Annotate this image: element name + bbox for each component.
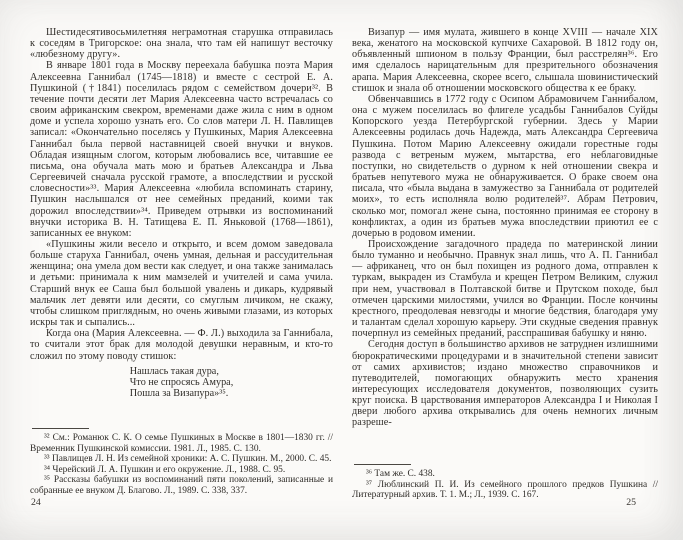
verse-lines	[130, 366, 234, 400]
footnote-separator	[354, 464, 411, 465]
page-right-paragraphs	[352, 27, 658, 429]
verse-line: Пошла за Визапура»³⁵.	[129, 388, 229, 400]
paragraph: В январе 1801 года в Москву переехала бабушка поэта Мария Алексеевна Ганнибал (1745—1818) и вместе с сестрой Е. А. Пушкиной (†1841) поселилась рядом с семейством дочери³². В течение почти десяти лет Мария Алексеевна часто встречалась со своим африканским свекром, временами даже жила с ним в одном доме и успела хорошо узнать его. Со слов матери Л. Н. Павлищев записал: «Окончательно поселясь у Пушкиных, Мария Алексеевна Ганнибал была первой наставницей своей внучки и внуков. Обладая изящным слогом, которым любовались все, читавшие ее письма, она обучала мать мою и братьев Александра и Льва Сергеевичей сначала русской грамоте, а впоследствии и русской словесности»³³. Мария Алексеевна «любила вспоминать старину, Пушкин наслышался от нее семейных преданий, коими так дорожил впоследствии»³⁴. Приведем отрывки из воспоминаний внучки историка В. Н. Татищева Е. П. Яньковой (1768—1861), записанных ее внуком:	[30, 60, 333, 239]
paragraph: Когда она (Мария Алексеевна. — Ф. Л.) выходила за Ганнибала, то считали этот брак для молодой девушки неравным, и кто-то сложил по этому поводу стишок:	[30, 328, 333, 362]
footnote: ³³ Павлищев Л. Н. Из семейной хроники: А. С. Пушкин. М., 2000. С. 45.	[44, 454, 332, 465]
verse-line: Что не спросясь Амура,	[129, 376, 234, 388]
paragraph: Обвенчавшись в 1772 году с Осипом Абрамовичем Ганнибалом, она с мужем поселилась во флигеле усадьбы Ганнибалов Суйды Копорского уезда Петербургской губернии. Здесь у Марии Алексеевны родилась дочь Надежда, мать Александра Сергеевича Пушкина. Потом Марию Алексеевну ожидали горестные годы развода с ветреным мужем, мытарства, его неблаговидные поступки, но свидетельств о дурном к ней отношении свекра и братьев непутевого мужа не обнаруживается. О браке своем она писала, что «была выдана в замужество за Ганнибала от родителей моих», то есть исполняла волю родителей³⁷. Абрам Петрович, сколько мог, помогал жене сына, постоянно принимая ее сторону в конфликтах, а один из братьев мужа впоследствии приютил ее с дочерью в родовом имении.	[352, 93, 658, 239]
footnote: ³⁶ Там же. С. 438.	[366, 469, 435, 479]
paragraph: «Пушкины жили весело и открыто, и всем домом заведовала больше старуха Ганнибал, очень умная, дельная и рассудительная женщина; она умела дом вести как следует, и она также занималась и детьми: принимала к ним мамзелей и учителей и сама учила. Старший внук ее Саша был большой увалень и дикарь, кудрявый мальчик лет девяти или десяти, со смуглым личиком, не скажу, чтобы слишком приглядным, но очень живыми глазами, из которых искры так и сыпались...	[30, 238, 333, 329]
page-left-footnotes	[30, 428, 333, 497]
footnote: ³² См.: Романюк С. К. О семье Пушкиных в Москве в 1801—1830 гг. // Временник Пушкинской комиссии. 1981. Л., 1985. С. 130.	[30, 433, 333, 454]
paragraph: Визапур — имя мулата, жившего в конце XVIII — начале XIX века, женатого на московской купчихе Сахаровой. В 1812 году он, объявленный шпионом в пользу Франции, был расстрелян³⁶. Его имя сделалось нарицательным для презрительного обозначения арапа. Мария Алексеевна, скорее всего, слышала шовинистический стишок и знала об отношении московского общества к ее браку.	[352, 27, 658, 94]
footnote-list-right	[352, 469, 658, 501]
page-right-body	[352, 27, 658, 429]
footnote: ³⁴ Черейский Л. А. Пушкин и его окружение. Л., 1988. С. 95.	[44, 464, 286, 475]
paragraph: Сегодня доступ в большинство архивов не затруднен излишними бюрократическими процедурами и в значительной степени зависит от самих архивистов; издано множество справочников и путеводителей, помогающих обнаружить место хранения интересующих исследователя документов, позволяющих сузить круг поиска. В царствования императоров Александра I и Николая I двери любого архива открывались для очень немногих личным разреше-	[352, 339, 658, 429]
page-left-paragraphs	[30, 27, 333, 362]
page-left-body	[30, 27, 333, 401]
paragraph: Шестидесятивосьмилетняя неграмотная старушка отправилась к соседям в Тригорское: она знала, что там ей напишут весточку «любезному другу».	[30, 27, 333, 61]
verse-line: Нашлась такая дура,	[129, 365, 219, 377]
footnote: ³⁷ Люблинский П. И. Из семейного прошлого предков Пушкина // Литературный архив. Т. 1. М.; Л., 1939. С. 167.	[352, 479, 658, 501]
paragraph: Происхождение загадочного прадеда по материнской линии было туманно и необычно. Правнук знал лишь, что А. П. Ганнибал — африканец, что он был похищен из родного дома, отправлен к туркам, выкраден из Стамбула и крещен Петром Великим, служил при нем, участвовал в Полтавской битве и Прутском походе, был отмечен царскими милостями, учился во Франции. После кончины крестного, преодолевая невзгоды и многие бедствия, благодаря уму и талантам сделал хорошую карьеру. Эти скудные сведения правнук почерпнул из семейных преданий, расспрашивая бабушку и няню.	[352, 238, 658, 340]
page-number-right: 25	[626, 497, 636, 508]
footnote-separator	[32, 428, 89, 429]
page-right	[352, 0, 658, 540]
page-number-left: 24	[31, 497, 41, 508]
verse-block	[30, 366, 333, 402]
footnote-list-left	[30, 433, 333, 497]
page-right-footnotes	[352, 464, 658, 501]
footnote: ³⁵ Рассказы бабушки из воспоминаний пяти поколений, записанные и собранные ее внуком Д. Благово. Л., 1989. С. 338, 337.	[30, 475, 333, 496]
page-left	[30, 0, 333, 540]
